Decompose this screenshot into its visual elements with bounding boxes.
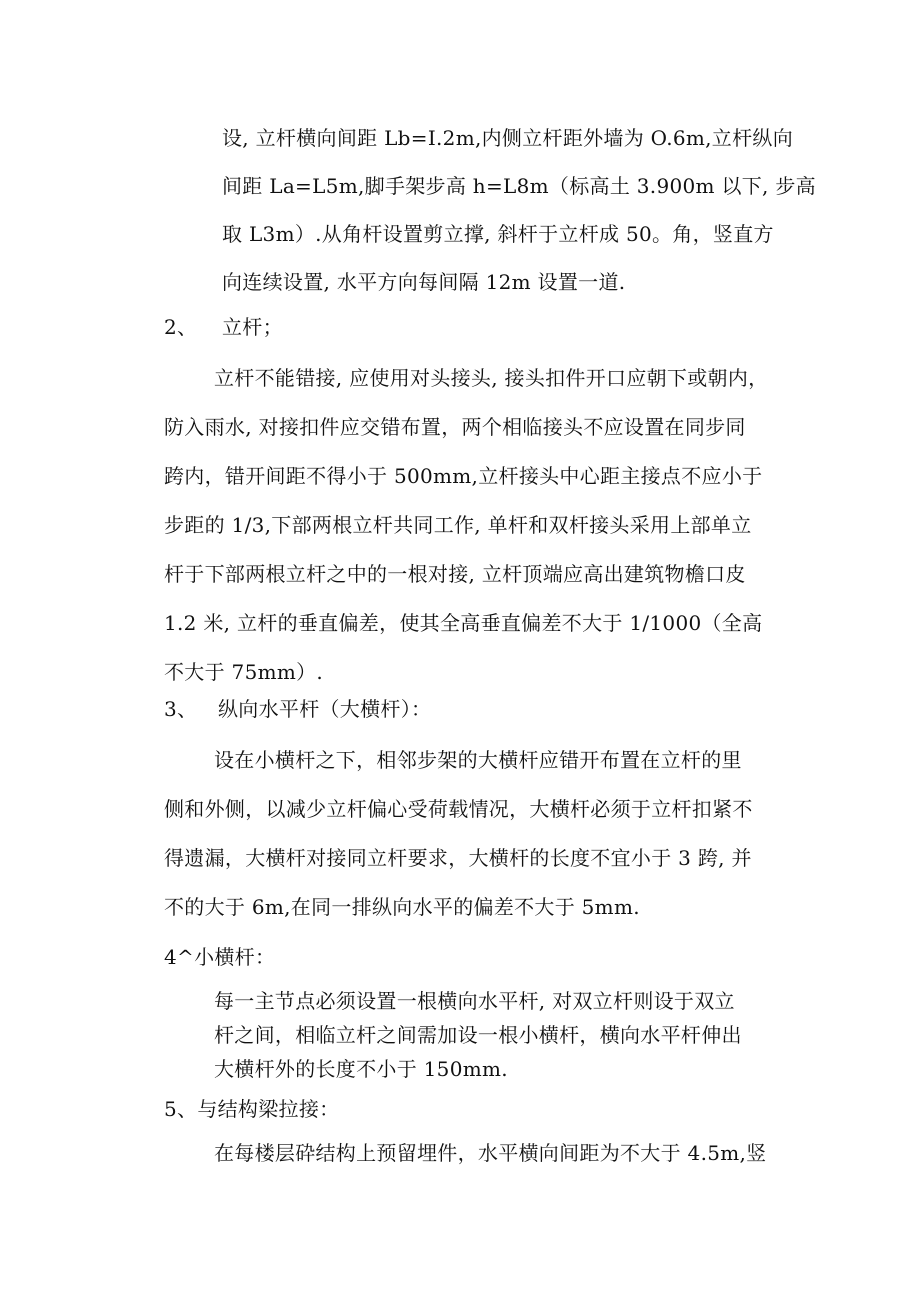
- section-3-body: [164, 736, 753, 932]
- section-4-body: [214, 984, 742, 1086]
- section-number: 2、: [164, 315, 198, 339]
- text-line: 不的大于 6m,在同一排纵向水平的偏差不大于 5mm.: [164, 895, 640, 919]
- text-line: 不大于 75mm）.: [164, 660, 324, 684]
- section-heading-2: [164, 310, 283, 344]
- text-line: 间距 La=L5m,脚手架步高 h=L8m（标高土 3.900m 以下, 步高: [222, 174, 816, 198]
- section-title: 纵向水平杆（大横杆）：: [218, 697, 432, 721]
- section-heading-5: 5、与结构梁拉接：: [164, 1097, 340, 1121]
- text-line: 得遗漏，大横杆对接同立杆要求，大横杆的长度不宜小于 3 跨, 并: [164, 846, 752, 870]
- text-line: 大横杆外的长度不小于 150mm.: [214, 1057, 508, 1081]
- paragraph-continuation: [222, 114, 816, 306]
- text-line: 1.2 米, 立杆的垂直偏差，使其全高垂直偏差不大于 1/1000（全高: [164, 611, 763, 635]
- text-line: 杆于下部两根立杆之中的一根对接, 立杆顶端应高出建筑物檐口皮: [164, 562, 746, 586]
- text-line: 取 L3m）.从角杆设置剪立撑, 斜杆于立杆成 50。角，竖直方: [222, 222, 774, 246]
- text-line: 每一主节点必须设置一根横向水平杆, 对双立杆则设于双立: [214, 989, 735, 1013]
- section-title: 立杆；: [222, 315, 283, 339]
- text-line: 立杆不能错接, 应使用对头接头, 接头扣件开口应朝下或朝内，: [214, 366, 769, 390]
- section-2-body: [164, 354, 768, 697]
- text-line: 侧和外侧，以减少立杆偏心受荷载情况，大横杆必须于立杆扣紧不: [164, 797, 753, 821]
- text-line: 在每楼层砕结构上预留埋件，水平横向间距为不大于 4.5m,竖: [214, 1141, 767, 1165]
- section-heading-3: [164, 692, 431, 726]
- section-number: 3、: [164, 697, 198, 721]
- text-line: 设在小横杆之下，相邻步架的大横杆应错开布置在立杆的里: [214, 748, 742, 772]
- text-line: 杆之间，相临立杆之间需加设一根小横杆，横向水平杆伸出: [214, 1023, 742, 1047]
- text-line: 跨内，错开间距不得小于 500mm,立杆接头中心距主接点不应小于: [164, 464, 763, 488]
- text-line: 防入雨水, 对接扣件应交错布置，两个相临接头不应设置在同步同: [164, 415, 746, 439]
- section-5-body: [214, 1136, 767, 1170]
- section-heading-4: 4^小横杆：: [164, 945, 276, 969]
- text-line: 设, 立杆横向间距 Lb=I.2m,内侧立杆距外墙为 O.6m,立杆纵向: [222, 126, 794, 150]
- text-line: 向连续设置, 水平方向每间隔 12m 设置一道.: [222, 270, 626, 294]
- text-line: 步距的 1/3,下部两根立杆共同工作, 单杆和双杆接头采用上部单立: [164, 513, 752, 537]
